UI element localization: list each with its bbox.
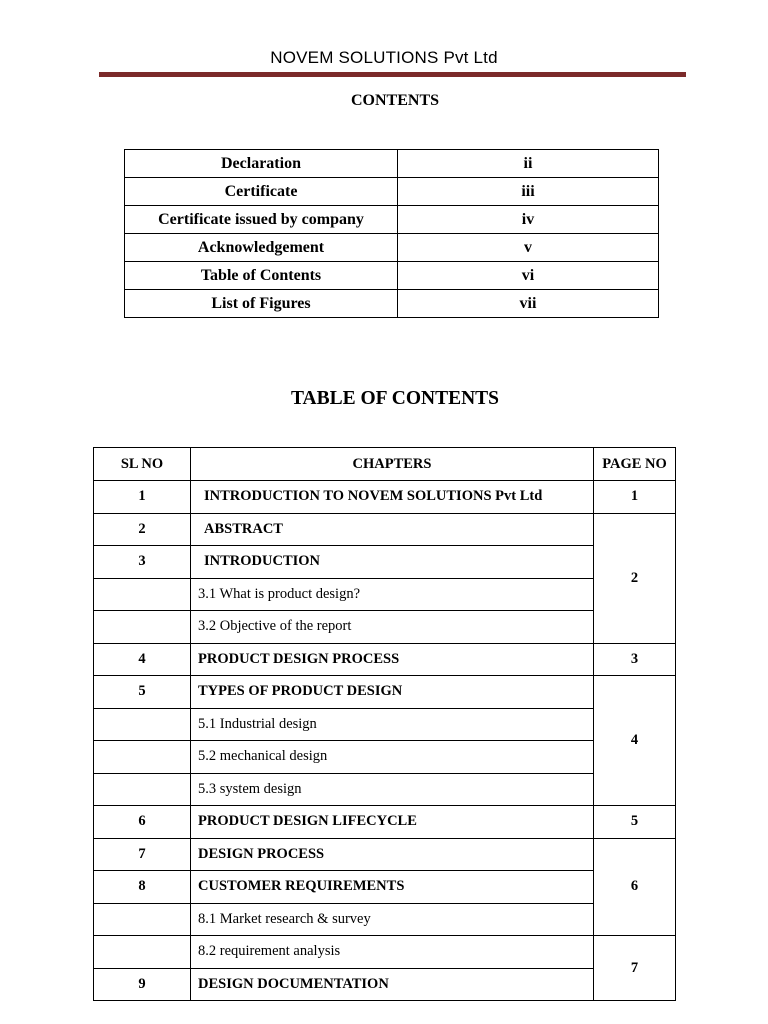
col-header-chapters: CHAPTERS: [191, 448, 594, 481]
front-item-page: vii: [398, 290, 659, 318]
toc-chapter: PRODUCT DESIGN LIFECYCLE: [191, 806, 594, 839]
toc-chapter: CUSTOMER REQUIREMENTS: [191, 871, 594, 904]
front-row: [125, 178, 659, 206]
toc-chapter: PRODUCT DESIGN PROCESS: [191, 643, 594, 676]
toc-sl: 8: [94, 871, 191, 904]
front-item-name: Certificate issued by company: [125, 206, 398, 234]
front-row: [125, 262, 659, 290]
toc-chapter: DESIGN DOCUMENTATION: [191, 968, 594, 1001]
toc-chapter: ABSTRACT: [191, 513, 594, 546]
toc-sl: 6: [94, 806, 191, 839]
toc-row: [94, 806, 676, 839]
toc-sl: [94, 611, 191, 644]
toc-chapter: 8.1 Market research & survey: [191, 903, 594, 936]
toc-row: [94, 773, 676, 806]
front-item-page: iv: [398, 206, 659, 234]
toc-sl: 5: [94, 676, 191, 709]
toc-page: 5: [594, 806, 676, 839]
col-header-sl: SL NO: [94, 448, 191, 481]
toc-row: [94, 513, 676, 546]
front-item-page: v: [398, 234, 659, 262]
toc-sl: 4: [94, 643, 191, 676]
toc-sl: 1: [94, 481, 191, 514]
toc-row: [94, 481, 676, 514]
front-item-name: Acknowledgement: [125, 234, 398, 262]
toc-sl: [94, 741, 191, 774]
header-rule: [99, 72, 686, 77]
toc-row: [94, 643, 676, 676]
toc-row: [94, 968, 676, 1001]
front-row: [125, 150, 659, 178]
toc-sl: [94, 903, 191, 936]
contents-heading: CONTENTS: [350, 92, 440, 109]
toc-row: [94, 741, 676, 774]
toc-heading: TABLE OF CONTENTS: [290, 388, 500, 409]
toc-page: 6: [594, 838, 676, 936]
toc-sl: 9: [94, 968, 191, 1001]
toc-chapter: 5.1 Industrial design: [191, 708, 594, 741]
toc-row: [94, 611, 676, 644]
front-item-name: Certificate: [125, 178, 398, 206]
toc-header-row: [94, 448, 676, 481]
front-row: [125, 206, 659, 234]
toc-sl: 2: [94, 513, 191, 546]
toc-chapter: 5.3 system design: [191, 773, 594, 806]
front-row: [125, 290, 659, 318]
toc-row: [94, 578, 676, 611]
toc-row: [94, 546, 676, 579]
toc-page: 1: [594, 481, 676, 514]
toc-sl: 7: [94, 838, 191, 871]
front-item-name: List of Figures: [125, 290, 398, 318]
toc-row: [94, 936, 676, 969]
toc-chapter: 3.1 What is product design?: [191, 578, 594, 611]
toc-chapter: INTRODUCTION TO NOVEM SOLUTIONS Pvt Ltd: [191, 481, 594, 514]
toc-chapter: INTRODUCTION: [191, 546, 594, 579]
toc-row: [94, 708, 676, 741]
front-row: [125, 234, 659, 262]
toc-chapter: 3.2 Objective of the report: [191, 611, 594, 644]
toc-page: 2: [594, 513, 676, 643]
toc-sl: [94, 578, 191, 611]
front-matter-table: [124, 149, 659, 318]
toc-sl: 3: [94, 546, 191, 579]
front-item-name: Table of Contents: [125, 262, 398, 290]
toc-table: [93, 447, 676, 1001]
front-item-page: iii: [398, 178, 659, 206]
toc-chapter: DESIGN PROCESS: [191, 838, 594, 871]
front-item-page: vi: [398, 262, 659, 290]
toc-row: [94, 903, 676, 936]
toc-chapter: TYPES OF PRODUCT DESIGN: [191, 676, 594, 709]
toc-page: 4: [594, 676, 676, 806]
front-item-name: Declaration: [125, 150, 398, 178]
company-header: NOVEM SOLUTIONS Pvt Ltd: [270, 48, 498, 67]
toc-page: 3: [594, 643, 676, 676]
toc-sl: [94, 936, 191, 969]
toc-sl: [94, 773, 191, 806]
front-item-page: ii: [398, 150, 659, 178]
toc-row: [94, 676, 676, 709]
col-header-page: PAGE NO: [594, 448, 676, 481]
toc-row: [94, 871, 676, 904]
toc-chapter: 8.2 requirement analysis: [191, 936, 594, 969]
toc-page: 7: [594, 936, 676, 1001]
toc-row: [94, 838, 676, 871]
toc-sl: [94, 708, 191, 741]
toc-chapter: 5.2 mechanical design: [191, 741, 594, 774]
